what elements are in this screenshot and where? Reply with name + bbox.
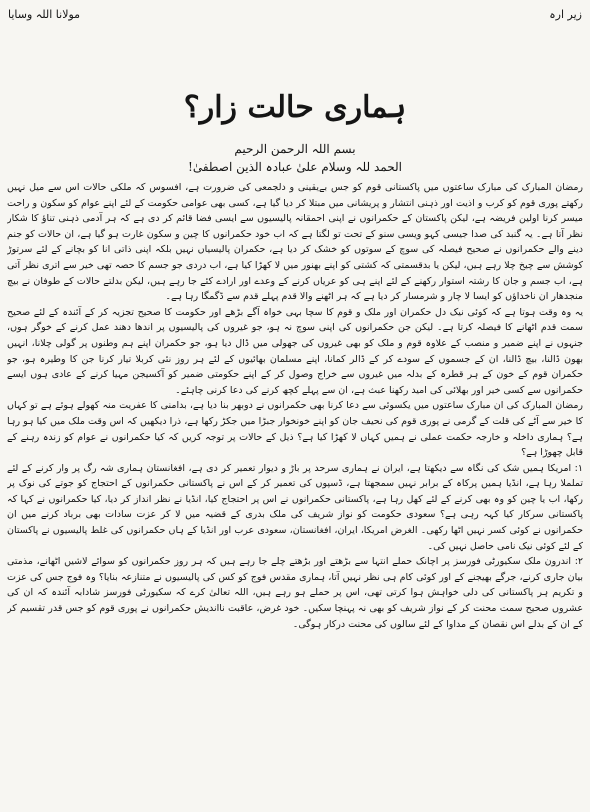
paragraph-1: رمضان المبارک کی مبارک ساعتوں میں پاکستانی قوم کو جس بےیقینی و دلجمعی کی ضرورت ہے، افسوس کہ ملکی حالات اس سے میل نہیں رکھتے پوری قوم کو کرب و اذیت اور ذہنی انتشار و پریشانی میں مبتلا کر دیا گیا ہے، کسی بھی عوامی حکومت کے لئے اپنے عوام کو سکون و راحت میسر کرنا اولین فریضہ ہے، لیکن پاکستان کے حکمرانوں نے اپنی احمقانہ پالیسیوں سے ایسی فضا قائم کر دی ہے کہ ہر آدمی ذہنی تناؤ کا شکار نظر آتا ہے۔ یہ گنبد کی صدا جیسی کہو ویسی سنو کے تحت تو لگتا ہے کہ اب خود حکمرانوں کا چین و سکون غارت ہو گیا ہے، ان حالات کو جنم دینے والے حکمرانوں نے صحیح فیصلہ کی سوچ کے سوتوں کو خشک کر دیا ہے، حکمران پالیسیاں نہیں بلکہ اپنی ذاتی انا کو بچانے کے لئے سرتوڑ کوشش سے چیخ چلا رہے ہیں، لیکن یا بدقسمتی کہ کشتی کو اپنے بھنور میں لا کھڑا کیا ہے، اب دردی جو جسم کا حصہ تھی خیر سے اتری نظر آتی ہے، اب جسم و جان کا رشتہ استوار رکھنے کے لئے اپنے ہی کو عریاں کرنے کے وعدے اور ارادے کئے جا رہے ہیں، لیکن بدلتے حالات کے طوفان نے بیچ منجدھار ان ناخداؤں کو ایسا لا چار و شرمسار کر دیا ہے کہ ہر اٹھنے والا قدم پہلے قدم سے ڈگمگا رہا ہے۔: [7, 182, 583, 303]
author-header: مولانا اللہ وسایا: [8, 8, 81, 21]
paragraph-2: یہ وہ وقت ہوتا ہے کہ کوئی نیک دل حکمران اور ملک و قوم کا سچا بہی خواہ آگے بڑھے اور حکومت کا صحیح تجزیہ کر کے آئندہ کے لئے صحیح سمت قدم اٹھانے کا فیصلہ کرتا ہے۔ لیکن جن حکمرانوں کی اپنی سوچ نہ ہو، جو غیروں کی پالیسیوں پر اندھا دھند عمل کرنے کے خوگر ہوں، جنہوں نے اپنے ضمیر و منصب کے علاوہ قوم و ملک کو بھی غیروں کی جھولی میں ڈال دیا ہو، جو حکمران اپنے ہم وطنوں پر گولی چلانا، انہیں بھون ڈالنا، بیچ ڈالنا، ان کے جسموں کے سودے کر کے ڈالر کمانا، اپنے مسلمان بھائیوں کے لئے ہر روز نئی کربلا تیار کرنا جن کا وطیرہ ہو، جو حکمران قوم کے خون کے ہر قطرہ کے بدلہ میں غیروں سے خراج وصول کر کے اپنے حکومتی ضمیر کو آکسیجن مہیا کرنے کے عادی ہوں ایسے حکمرانوں سے کسی خیر اور بھلائی کی امید رکھنا عبث ہے، ان سے پہلے کچھ کرنے کی دعا کرنی چاہئے۔: [7, 306, 583, 396]
page-title: ہماری حالت زار؟: [183, 90, 407, 125]
paragraph-3: رمضان المبارک کی ان مبارک ساعتوں میں یکسوئی سے دعا کرنا بھی حکمرانوں نے دوبھر بنا دیا ہے، بدامنی کا عفریت منہ کھولے ہوئے ہے تو کہاں کا خیر سے آٹے کی قلت کے گرمی نے پوری قوم کی نحیف جان کو اپنے خونخوار جبڑا میں جکڑ رکھا ہے، ذرا دیکھیں کہ اس وقت ملک میں کیا ہو رہا ہے؟ ہماری داخلہ و خارجہ حکمت عملی نے ہمیں کہاں لا کھڑا کیا ہے؟ ذیل کے حالات پر توجہ کریں کہ کیا حکمرانوں نے عوام کو زندہ رہنے کے قابل چھوڑا ہے؟: [7, 400, 583, 459]
basmala-line: بسم اللہ الرحمن الرحیم: [234, 142, 356, 156]
paragraph-5: ۲: اندرون ملک سکیورٹی فورسز پر اچانک حملے انتہا سے بڑھتے اور بڑھتے چلے جا رہے ہیں کہ ہر روز حکمرانوں کو سوائے لاشیں اٹھانے، مذمتی بیان جاری کرنے، جرگے بھیجنے کے اور کوئی کام ہی نظر نہیں آتا، ہماری مقدس فوج کو کس کی پالیسیوں نے متنازعہ بنایا؟ وہ فوج جس کی عزت و تکریم ہر پاکستانی کی دلی خواہش ہوا کرتی تھی، اس پر حملے ہو رہے ہیں، اللہ تعالیٰ کرے کہ سکیورٹی فورسز شادابہ آئندہ کہ ان کی عشروں صحیح سمت محنت کر کے نواز شریف کو بھی نہ پہنچا سکیں۔ خود غرض، عاقبت نااندیش حکمرانوں نے پوری قوم کو جس قدر تقسیم کر کے ان کے بدلے اس نقصان کے مداوا کے لئے سالوں کی محنت درکار ہوگی۔: [7, 556, 583, 630]
article-body: [7, 180, 583, 806]
doxology-line: الحمد للہ وسلام علیٰ عبادہ الذین اصطفیٰ!: [188, 160, 402, 174]
page-label: زیر ارہ: [549, 8, 582, 21]
paragraph-4: ۱: امریکا ہمیں شک کی نگاہ سے دیکھتا ہے، ایران نے ہماری سرحد پر باڑ و دیوار تعمیر کر دی ہے، افغانستان ہماری شہ رگ پر وار کرنے کے لئے تململا رہا ہے، انڈیا ہمیں پرکاہ کے برابر نہیں سمجھتا ہے، ڈسپوں کی تعمیر کر کے اس نے پاکستانی حکمرانوں کے احتجاج کو جوتے کی نوک پر رکھا، اب یا چین کو وہ بھی کرنے کے لئے کھل رہا ہے، پاکستانی حکمرانوں نے اس پر احتجاج کیا، انڈیا نے نظر انداز کر دیا، کیا حکمرانوں نے کہا کہ پاکستانی سرکار کیا کہہ رہی ہے؟ سعودی حکومت کو نواز شریف کی ملک بدری کے قضیہ میں لا کر عزت سادات بھی برباد کرنے میں ان حکمرانوں نے کوئی کسر نہیں اٹھا رکھی۔ الغرض امریکا، ایران، افغانستان، سعودی عرب اور انڈیا کے ہاں حکمرانوں کی غلط پالیسیوں نے پاکستان کے لئے کوئی نیک نامی حاصل نہیں کی۔: [7, 462, 583, 552]
